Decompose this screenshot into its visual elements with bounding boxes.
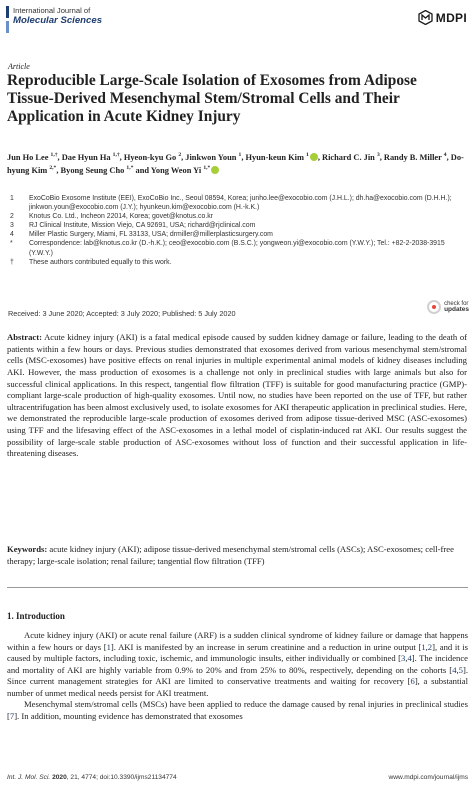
paragraph-2: Mesenchymal stem/stromal cells (MSCs) have been applied to reduce the damage caused by renal injuries in preclinical studies [7]. In addition, mounting evidence has demonstrated that exosomes	[7, 699, 468, 721]
journal-logo-mark	[6, 6, 9, 33]
affiliation-row	[10, 194, 465, 212]
citation-link[interactable]: 1	[106, 641, 111, 652]
affiliation-text: RJ Clinical Institute, Mission Viejo, CA 92691, USA; richard@rjclinical.com	[29, 222, 256, 230]
author-affiliation-marker: 1,*	[203, 165, 211, 172]
section-divider	[7, 587, 468, 588]
affiliation-marker: 4	[10, 231, 14, 239]
affiliation-marker: 1	[10, 195, 14, 202]
section-heading: 1. Introduction	[7, 611, 65, 621]
author-name[interactable]: Dae Hyun Ha	[61, 152, 113, 162]
author-affiliation-marker: 4	[443, 152, 447, 158]
affiliation-row	[10, 239, 465, 257]
article-title: Reproducible Large-Scale Isolation of Exosomes from Adipose Tissue-Derived Mesenchymal Stem/Stromal Cells and Their Application in Acute Kidney Injury	[7, 72, 417, 125]
affiliation-text: Correspondence: lab@knotus.co.kr (D.-h.K.); ceo@exocobio.com (B.S.C.); yongweon.yi@exocobio.com (Y.W.Y.); Tel.: +82-2-2038-3915 (Y.W.Y.)	[29, 240, 445, 257]
affiliation-text: These authors contributed equally to this work.	[29, 258, 172, 266]
journal-name-line1: International Journal of	[13, 6, 91, 15]
affiliation-marker: †	[10, 258, 14, 266]
author-affiliation-marker: 1,†	[112, 152, 120, 158]
citation-info	[7, 774, 177, 781]
author-affiliation-marker: 1,†	[50, 152, 58, 158]
updates-line1: check for	[444, 300, 469, 307]
doi-text: , 21, 4774; doi:10.3390/ijms21134774	[66, 774, 177, 781]
author-name[interactable]: Yong Weon Yi	[150, 166, 204, 176]
affiliation-marker: *	[10, 240, 13, 248]
affiliations	[10, 194, 465, 267]
introduction-body	[7, 630, 468, 722]
author-affiliation-marker: 2	[178, 152, 182, 158]
citation-link[interactable]: 5	[458, 664, 463, 675]
article-type: Article	[8, 62, 30, 71]
abstract	[7, 332, 467, 460]
orcid-icon[interactable]	[211, 166, 219, 174]
citation-link[interactable]: 2	[427, 641, 433, 652]
author-affiliation-marker: 3	[376, 152, 380, 158]
affiliation-row	[10, 258, 465, 267]
affiliation-marker: 3	[10, 222, 14, 230]
publication-dates: Received: 3 June 2020; Accepted: 3 July 2020; Published: 5 July 2020	[8, 309, 236, 318]
citation-link[interactable]: 1	[421, 641, 426, 652]
author-name[interactable]: Hyun-keun Kim	[245, 152, 307, 162]
keywords-label: Keywords:	[7, 544, 48, 554]
check-for-updates-badge[interactable]	[427, 300, 469, 314]
author-affiliation-marker: 1,*	[126, 165, 134, 172]
author-name[interactable]: Jun Ho Lee	[7, 152, 51, 162]
updates-line2: updates	[444, 306, 469, 313]
author-name[interactable]: Richard C. Jin	[322, 152, 377, 162]
paragraph-1: Acute kidney injury (AKI) or acute renal failure (ARF) is a sudden clinical syndrome of kidney failure or damage that happens within a few hours or days [1]. AKI is manifested by an increase in serum creatinine and a reduction in urine output [1,2], and it is caused by multiple factors, including toxic, ischemic, and immunologic insults, either individually or combined [3,4]. The incidence and mortality of AKI are highly variable from 0.9% to 20% and from 25% to 80%, respectively, depending on the cohorts [4,5]. Since current management strategies for AKI are limited to conservative treatments and waiting for recovery [6], a substantial number of unmet medical needs persist for AKI treatment.	[7, 630, 469, 698]
citation-link[interactable]: 7	[9, 710, 15, 721]
affiliation-text: Knotus Co. Ltd., Incheon 22014, Korea; govet@knotus.co.kr	[29, 213, 213, 221]
author-list: Jun Ho Lee $^{1,\dagger}$, Dae Hyun Ha $^{1,\dagger}$, Hyeon-kyu Go $^2$, Jinkwon Youn $^1$, Hyun-keun Kim $^1$ , Richard C. Jin $^3$, Randy B. Miller $^4$, Do-hyung Kim $^{2,*}$, Byong Seung Cho $^{1,*}$ and Yong Weon Yi $^{1,*}$	[7, 152, 464, 176]
mdpi-logo-icon	[418, 10, 433, 25]
author-name[interactable]: Do-hyung Kim	[7, 152, 464, 176]
volume-year: 2020	[52, 774, 67, 781]
abstract-label: Abstract:	[7, 332, 42, 342]
journal-abbrev: Int. J. Mol. Sci.	[7, 774, 51, 781]
keywords	[7, 544, 467, 567]
citation-link[interactable]: 3	[401, 653, 406, 664]
author-affiliation-marker: 1	[238, 152, 242, 158]
author-affiliation-marker: 2,*	[49, 165, 57, 172]
publisher-logo	[418, 10, 467, 25]
journal-logo	[6, 6, 102, 33]
author-name[interactable]: Hyeon-kyu Go	[123, 152, 179, 162]
author-name[interactable]: Jinkwon Youn	[185, 152, 239, 162]
abstract-text: Acute kidney injury (AKI) is a fatal medical episode caused by sudden kidney damage or failure, leading to the death of patients within a few hours or days. Previous studies demonstrated that exosomes derived from various mesenchymal stem/stromal cells (MSC-exosomes) have positive effects on renal injuries in multiple experimental animal models of kidney diseases including AKI. However, the mass production of exosomes is a challenge not only in preclinical studies with large animals but also for successful clinical applications. In this respect, tangential flow filtration (TFF) is suitable for good manufacturing practice (GMP)-compliant large-scale production of high-quality exosomes. Until now, no studies have been reported on the use of TFF, but rather ultracentrifugation has been almost exclusively used, to isolate exosomes for AKI therapeutic application in preclinical studies. Here, we demonstrated the reproducible large-scale production of exosomes derived from adipose tissue-derived MSC (ASC-exosomes) using TFF and the lifesaving effect of the ASC-exosomes in a lethal model of cisplatin-induced rat AKI. Our results suggest the possibility of large-scale stable production of ASC-exosomes without loss of function and their successful application in life-threatening diseases.	[7, 332, 468, 459]
affiliation-marker: 2	[10, 213, 14, 221]
citation-link[interactable]: 6	[410, 676, 415, 687]
orcid-icon[interactable]	[310, 153, 318, 161]
publisher-name: MDPI	[435, 10, 467, 25]
journal-url[interactable]: www.mdpi.com/journal/ijms	[388, 774, 468, 781]
author-affiliation-marker: 1	[306, 152, 309, 158]
citation-link[interactable]: 4	[407, 653, 412, 664]
affiliation-text: Miller Plastic Surgery, Miami, FL 33133, USA; drmiller@millerplasticsurgery.com	[29, 231, 273, 239]
affiliation-text: ExoCoBio Exosome Institute (EEI), ExoCoBio Inc., Seoul 08594, Korea; junho.lee@exocobio.com (J.H.L.); dh.ha@exocobio.com (D.H.H.); jinkwon.youn@exocobio.com (J.Y.); hyunkeun.kim@exocobio.com (H.-k.K.)	[29, 195, 452, 212]
author-name[interactable]: Randy B. Miller	[383, 152, 444, 162]
affiliation-row	[10, 221, 465, 230]
updates-icon	[427, 300, 441, 314]
affiliation-row	[10, 212, 465, 221]
page-footer	[7, 774, 468, 781]
journal-name-line2: Molecular Sciences	[13, 15, 103, 26]
keywords-text: acute kidney injury (AKI); adipose tissue-derived mesenchymal stem/stromal cells (ASCs); ASC-exosomes; cell-free therapy; large-scale isolation; renal failure; tangential flow filtration (TFF)	[7, 544, 454, 566]
author-name[interactable]: Byong Seung Cho	[60, 166, 127, 176]
affiliation-row	[10, 230, 465, 239]
citation-link[interactable]: 4	[452, 664, 457, 675]
